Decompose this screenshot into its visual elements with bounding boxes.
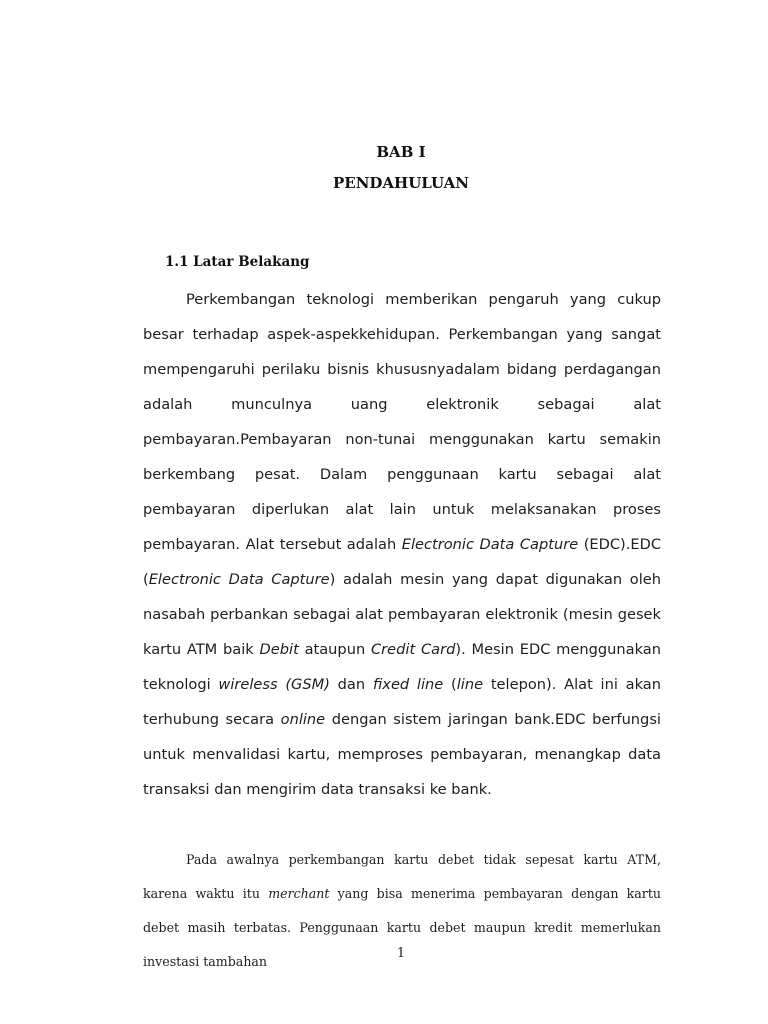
paragraph-1-text-4: ataupun	[298, 641, 371, 658]
term-electronic-data-capture: Electronic Data Capture	[401, 536, 579, 553]
chapter-number: BAB I	[376, 143, 426, 161]
term-line: line	[456, 676, 484, 693]
paragraph-2-text-2: yang bisa menerima pembayaran dengan kartu debet masih terbatas. Penggunaan kartu debet maupun kredit memerlukan investasi tambahan	[143, 886, 661, 969]
paragraph-1-text-8: telepon). Alat ini akan terhubung secara	[143, 676, 661, 728]
paragraph-1-text-1: Perkembangan teknologi memberikan pengaruh yang cukup besar terhadap aspek-aspekkehidupan. Perkembangan yang sangat mempengaruhi perilaku bisnis khususnyadalam bidang perdagangan adalah munculnya uang elektronik sebagai alat pembayaran.Pembayaran non-tunai menggunakan kartu semakin berkembang pesat. Dalam penggunaan kartu sebagai alat pembayaran diperlukan alat lain untuk melaksanakan proses pembayaran. Alat tersebut adalah	[143, 291, 661, 553]
paragraph-1-text-7: (	[443, 676, 457, 693]
term-credit-card: Credit Card	[370, 641, 456, 658]
paragraph-1-text-2: (EDC).EDC (	[143, 536, 662, 588]
term-online: online	[280, 711, 326, 728]
section-heading: 1.1 Latar Belakang	[165, 254, 310, 270]
paragraph-1-text-6: dan	[329, 676, 373, 693]
term-electronic-data-capture-2: Electronic Data Capture	[148, 571, 330, 588]
term-wireless: wireless (GSM)	[218, 676, 330, 693]
term-fixed-line: fixed line	[372, 676, 444, 693]
paragraph-1-text-5: ). Mesin EDC menggunakan teknologi	[143, 641, 661, 693]
page-number: 1	[396, 946, 406, 961]
chapter-title: PENDAHULUAN	[332, 174, 470, 192]
paragraph-1	[143, 282, 661, 807]
term-debit: Debit	[259, 641, 299, 658]
paragraph-1-text-3: ) adalah mesin yang dapat digunakan oleh nasabah perbankan sebagai alat pembayaran elektronik (mesin gesek kartu ATM baik	[143, 571, 661, 658]
term-merchant: merchant	[268, 886, 330, 901]
paragraph-2-text-1: Pada awalnya perkembangan kartu debet tidak sepesat kartu ATM, karena waktu itu	[143, 852, 661, 901]
paragraph-1-text-9: dengan sistem jaringan bank.EDC berfungsi untuk menvalidasi kartu, memproses pembayaran, menangkap data transaksi dan mengirim data transaksi ke bank.	[143, 711, 661, 798]
